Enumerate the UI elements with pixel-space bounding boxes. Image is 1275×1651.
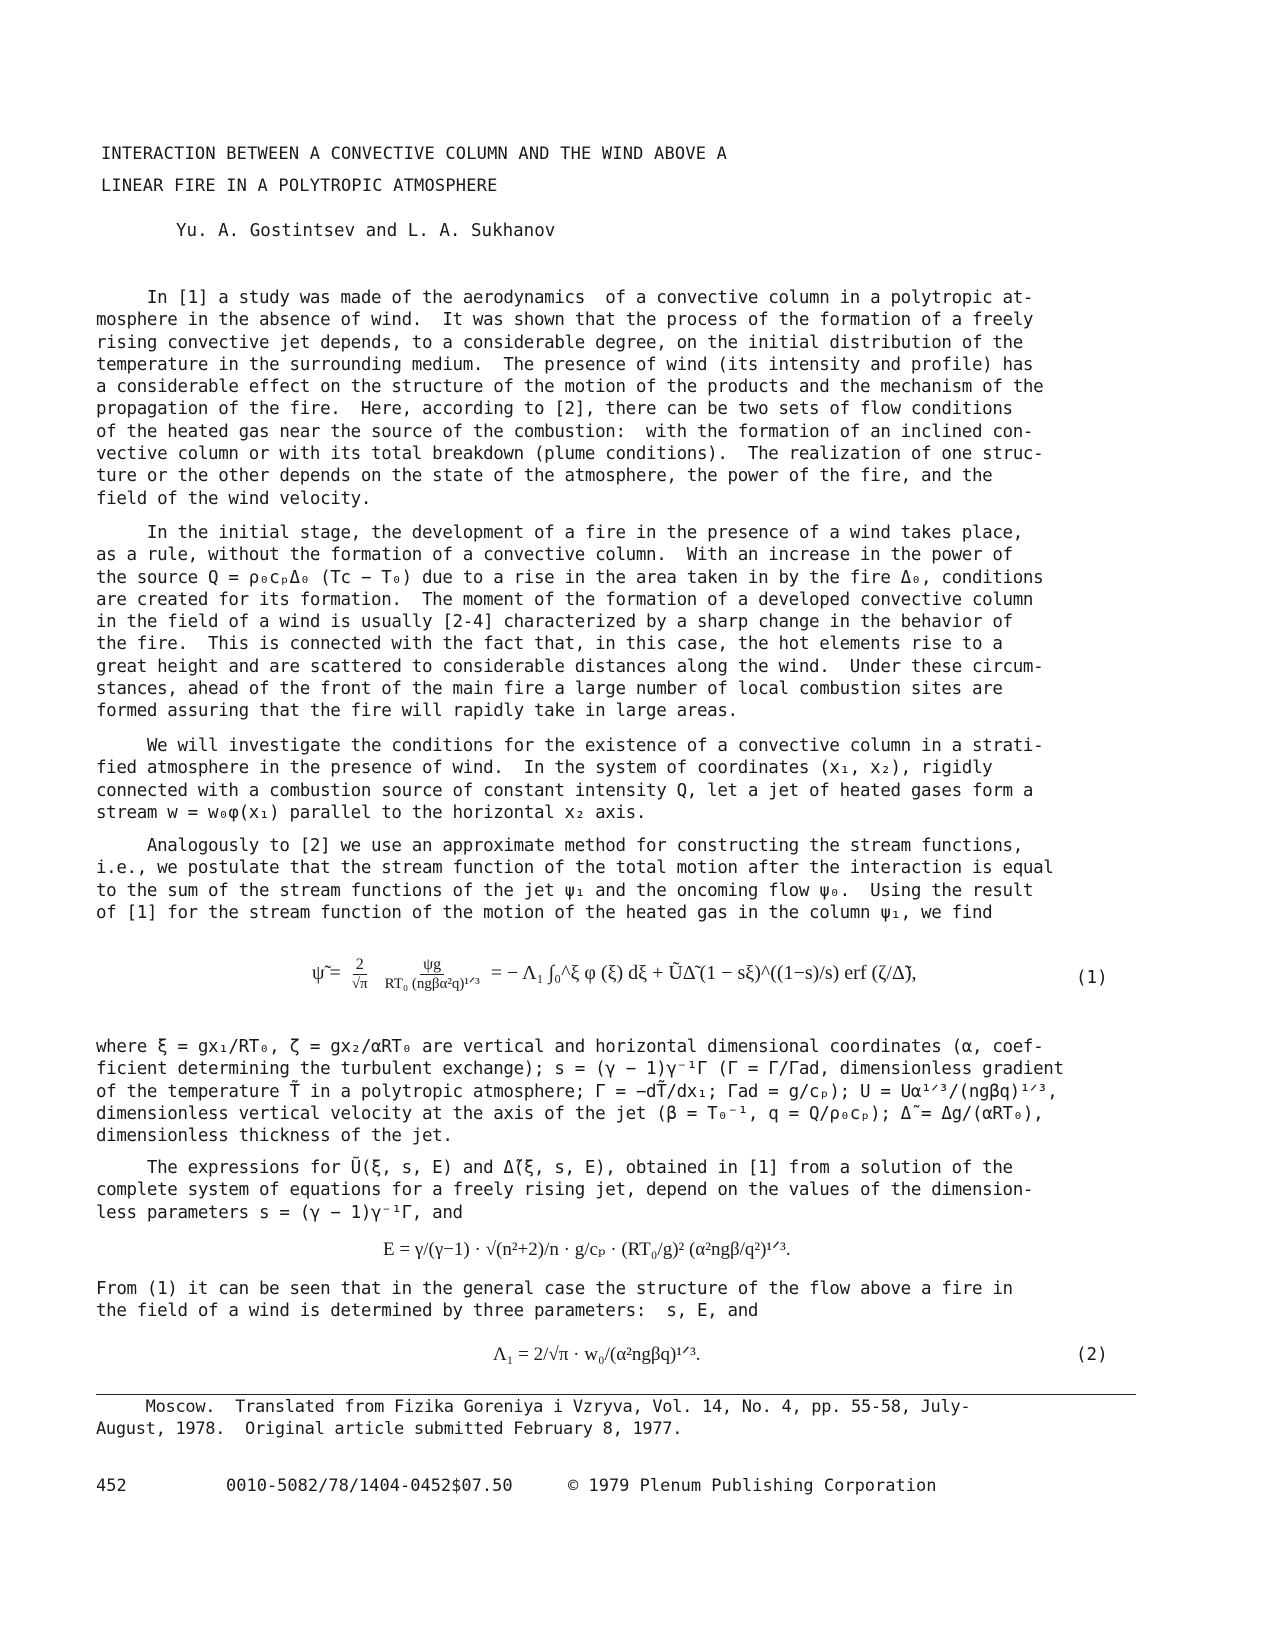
paragraph-intro: In [1] a study was made of the aerodynamics of a convective column in a polytropic at- mosphere in the absence of wind. It was shown that the process of the formation of a freely rising convective jet depends, to a considerable degree, on the initial distribution of the temperature in the surrounding medium. The presence of wind (its intensity and profile) has a considerable effect on the structure of the motion of the products and the mechanism of the propagation of the fire. Here, according to [2], there can be two sets of flow conditions of the heated gas near the source of the combustion: with the formation of an inclined con- vective column or with its total breakdown (plume conditions). The realization of one struc- ture or the other depends on the state of the atmosphere, the power of the fire, and the field of the wind velocity. xyxy=(96,288,1044,509)
page-number: 452 xyxy=(96,1476,127,1496)
equation-2: Λ₁ = 2/√π · w₀/(α²ngβq)¹ᐟ³. xyxy=(493,1344,701,1365)
title-line-1: INTERACTION BETWEEN A CONVECTIVE COLUMN AND THE WIND ABOVE A xyxy=(101,144,728,164)
equation-1-fraction: $\frac{\psi g}{\text{RT₀ (ngβα²q)¹ᐟ³}}$ xyxy=(384,956,480,992)
footnote-divider xyxy=(96,1394,1136,1395)
paragraph-definitions: where ξ = gx₁/RT₀, ζ = gx₂/αRT₀ are vertical and horizontal dimensional coordinates (α, coef- ficient determining the turbulent exchange); s = (γ − 1)γ⁻¹Γ (Γ = Γ/Γad, dimensionless gradient of the temperature T̃ in a polytropic atmosphere; Γ = −dT̃/dx₁; Γad = g/cₚ); U = Uα¹ᐟ³/(ngβq)¹ᐟ³, dimensionless vertical velocity at the axis of the jet (β = T₀⁻¹, q = Q/ρ₀cₚ); Δ̃ = Δg/(αRT₀), dimensionless thickness of the jet. xyxy=(96,1037,1064,1147)
footnote: Moscow. Translated from Fizika Goreniya i Vzryva, Vol. 14, No. 4, pp. 55-58, July- August, 1978. Original article submitted February 8, 1977. xyxy=(96,1397,971,1439)
equation-1-lhs: ψ̃ = xyxy=(312,962,341,985)
publication-code: 0010-5082/78/1404-0452$07.50 xyxy=(226,1476,513,1496)
copyright: © 1979 Plenum Publishing Corporation xyxy=(568,1476,937,1496)
equation-1-rhs: = − Λ₁ ∫₀^ξ φ (ξ) dξ + ŨΔ̃ (1 − sξ)^((1−s)/s) erf (ζ/Δ̃), xyxy=(490,962,917,985)
equation-1-number: (1) xyxy=(1076,968,1108,988)
paragraph-investigation: We will investigate the conditions for the existence of a convective column in a strati- fied atmosphere in the presence of wind. In the system of coordinates (x₁, x₂), rigidly connected with a combustion source of constant intensity Q, let a jet of heated gases form a stream w = w₀φ(x₁) parallel to the horizontal x₂ axis. xyxy=(96,736,1044,823)
paragraph-method: Analogously to [2] we use an approximate method for constructing the stream functions, i.e., we postulate that the stream function of the total motion after the interaction is equal to the sum of the stream functions of the jet ψ₁ and the oncoming flow ψ₀. Using the result of [1] for the stream function of the motion of the heated gas in the column ψ₁, we find xyxy=(96,836,1054,923)
paragraph-expressions: The expressions for Ũ(ξ, s, E) and Δ̃(ξ, s, E), obtained in [1] from a solution of the complete system of equations for a freely rising jet, depend on the values of the dimension- less parameters s = (γ − 1)γ⁻¹Γ, and xyxy=(96,1158,1034,1223)
paragraph-parameters: From (1) it can be seen that in the general case the structure of the flow above a fire in the field of a wind is determined by three parameters: s, E, and xyxy=(96,1279,1013,1322)
equation-e: E = γ/(γ−1) · √(n²+2)/n · g/cₚ · (RT₀/g)² (α²ngβ/q²)¹ᐟ³. xyxy=(383,1239,791,1260)
authors: Yu. A. Gostintsev and L. A. Sukhanov xyxy=(176,221,556,241)
equation-2-number: (2) xyxy=(1076,1345,1108,1365)
title-line-2: LINEAR FIRE IN A POLYTROPIC ATMOSPHERE xyxy=(101,176,498,196)
equation-1-coefficient: $\frac{2}{√\pi}$ xyxy=(351,956,368,992)
equation-1 xyxy=(312,955,917,994)
paragraph-initial-stage: In the initial stage, the development of a fire in the presence of a wind takes place, as a rule, without the formation of a convective column. With an increase in the power of the source Q = ρ₀cₚΔ₀ (Tc − T₀) due to a rise in the area taken in by the fire Δ₀, conditions are created for its formation. The moment of the formation of a developed convective column in the field of a wind is usually [2-4] characterized by a sharp change in the behavior of the fire. This is connected with the fact that, in this case, the hot elements rise to a great height and are scattered to considerable distances along the wind. Under these circum- stances, ahead of the front of the main fire a large number of local combustion sites are formed assuring that the fire will rapidly take in large areas. xyxy=(96,523,1044,722)
